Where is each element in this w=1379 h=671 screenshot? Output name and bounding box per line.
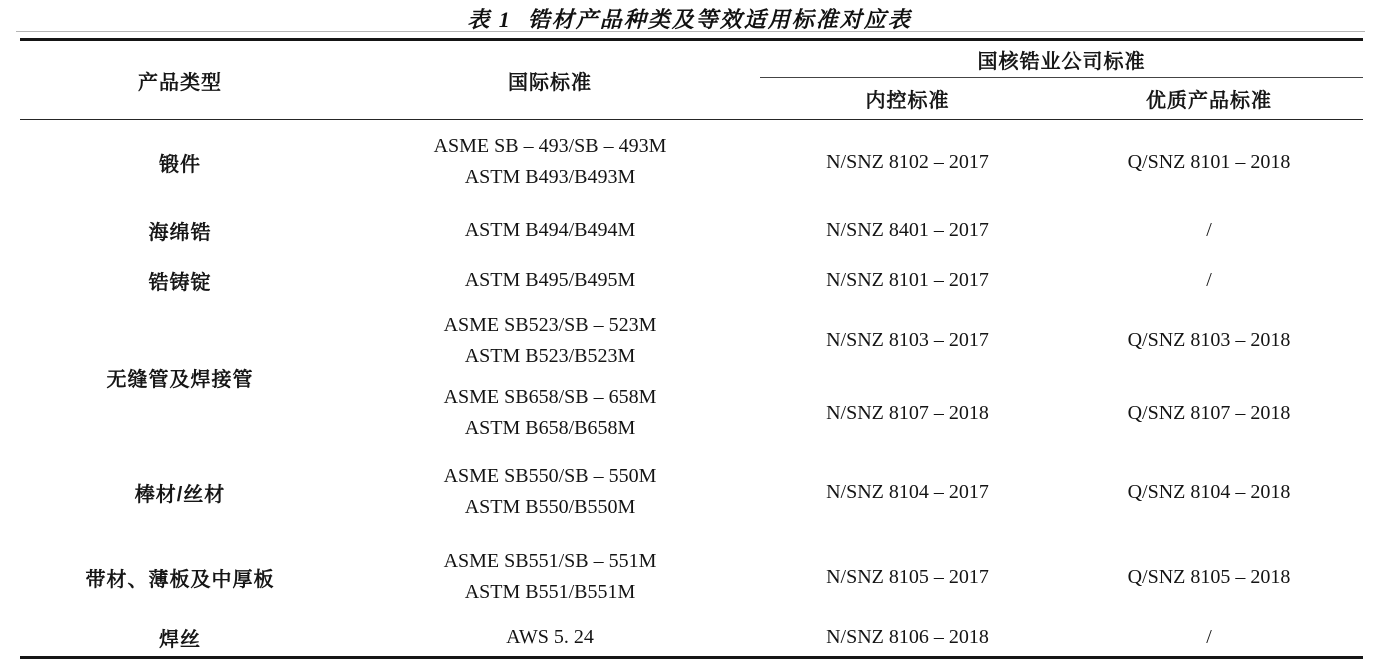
internal-standard-cell: N/SNZ 8401 – 2017 [826,219,989,241]
table-header [20,40,1363,120]
internal-standard-cell: N/SNZ 8102 – 2017 [826,150,989,173]
table-row [20,450,1363,535]
standard-line: ASTM B493/B493M [464,166,636,189]
internal-standard-cell: N/SNZ 8101 – 2017 [826,269,989,291]
product-type-cell: 锻件 [159,153,201,176]
premium-standard-cell: / [1206,269,1212,291]
internal-standard-cell: N/SNZ 8106 – 2018 [826,626,989,649]
product-type-cell: 带材、薄板及中厚板 [85,568,275,591]
premium-standard-cell: / [1206,219,1212,241]
product-type-cell: 锆铸锭 [148,272,212,294]
standard-line: ASME SB – 493/SB – 493M [433,135,667,158]
standard-line: ASTM B494/B494M [464,219,636,241]
table-body [20,120,1363,658]
standard-line: ASTM B551/B551M [464,581,636,603]
product-type-cell: 棒材/丝材 [134,483,226,506]
table-row [20,535,1363,620]
international-standard-cell [340,450,760,535]
standard-line: ASTM B550/B550M [464,496,636,518]
table-row [20,305,1363,377]
internal-standard-cell: N/SNZ 8103 – 2017 [826,329,989,351]
table-row [20,620,1363,658]
column-header-internal-standard: 内控标准 [760,78,1055,120]
product-type-cell: 海绵锆 [148,222,212,244]
table-row [20,205,1363,257]
table-caption [0,0,1379,31]
standard-line: ASTM B523/B523M [464,344,636,367]
table-row [20,257,1363,305]
table-caption-text: 锆材产品种类及等效适用标准对应表 [527,7,912,32]
standard-line: ASME SB551/SB – 551M [443,550,657,572]
internal-standard-cell: N/SNZ 8104 – 2017 [826,480,989,503]
table-row [20,120,1363,205]
header-row-spanner [20,40,1363,78]
internal-standard-cell: N/SNZ 8105 – 2017 [826,565,989,588]
premium-standard-cell: Q/SNZ 8103 – 2018 [1127,329,1291,351]
standard-line: ASME SB658/SB – 658M [443,386,657,408]
premium-standard-cell: Q/SNZ 8101 – 2018 [1127,150,1291,173]
internal-standard-cell: N/SNZ 8107 – 2018 [826,401,989,424]
column-header-product-type: 产品类型 [20,40,340,120]
standard-line: ASTM B658/B658M [464,417,636,439]
column-header-international-standard: 国际标准 [340,40,760,120]
standard-line: ASTM B495/B495M [464,269,636,291]
product-type-cell: 焊丝 [159,629,201,652]
column-header-company-standard-group: 国核锆业公司标准 [760,40,1363,78]
premium-standard-cell: Q/SNZ 8105 – 2018 [1127,565,1291,588]
international-standard-cell [340,535,760,620]
international-standard-cell [340,377,760,450]
international-standard-cell [340,257,760,305]
product-type-cell: 无缝管及焊接管 [106,368,254,391]
table-caption-number: 表 1 [467,7,512,32]
column-header-premium-standard: 优质产品标准 [1055,78,1363,120]
premium-standard-cell: Q/SNZ 8104 – 2018 [1127,480,1291,503]
international-standard-cell [340,305,760,377]
premium-standard-cell: Q/SNZ 8107 – 2018 [1127,401,1291,424]
international-standard-cell [340,205,760,257]
standard-line: ASME SB550/SB – 550M [443,465,657,487]
standard-line: AWS 5. 24 [506,626,594,649]
international-standard-cell [340,620,760,658]
international-standard-cell [340,120,760,205]
standards-table [20,38,1363,659]
premium-standard-cell: / [1206,626,1212,649]
standard-line: ASME SB523/SB – 523M [443,313,657,336]
